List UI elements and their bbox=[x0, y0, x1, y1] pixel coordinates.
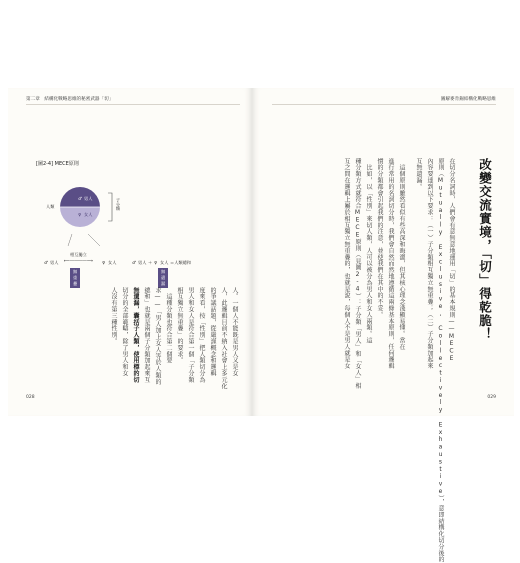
right-column-7: 慣的分類都會引起我們的注意，並使我們在其中的不妥。 bbox=[376, 158, 383, 318]
figure-label: [圖2-4] MECE原則 bbox=[36, 161, 79, 167]
eq-female-label: 女人 bbox=[160, 260, 169, 265]
left-column-6: 相互獨立無重疊」的要求。 bbox=[176, 287, 183, 364]
left-column-10: 無遺漏，囊括子人類，使用標的切 bbox=[132, 287, 139, 383]
right-header-rule bbox=[272, 104, 496, 105]
left-column-5: 男人和女人是符合第一個「子分類 bbox=[187, 287, 194, 383]
right-column-4: 互無遺漏。 bbox=[415, 158, 422, 190]
no-omission-badge: 無遺漏 bbox=[158, 268, 168, 288]
left-page-number: 028 bbox=[26, 395, 35, 400]
female-icon: ♀ bbox=[102, 260, 106, 265]
left-column-8: 求——「男人加上女人等於人類的 bbox=[154, 287, 161, 385]
eq-plus: ＋ bbox=[148, 260, 153, 265]
lower-person-icon: ♀ bbox=[78, 212, 82, 217]
left-column-12: 人沒有第三種性別。 bbox=[110, 287, 117, 345]
chapter-title: 改變交流實境，「切」得乾脆！ bbox=[477, 158, 493, 341]
right-column-8: 比如，以「性別」來切人類，人可以被分為男人和女人兩類。這 bbox=[365, 158, 372, 344]
circle-upper-label: 男人 bbox=[84, 196, 93, 201]
eq-female-icon: ♀ bbox=[154, 260, 158, 265]
left-column-9: 總和」也就是兩個子分類加起來互 bbox=[143, 287, 150, 383]
male-icon: ♂ bbox=[44, 260, 48, 265]
left-column-1: 人。一個人不能既是男人又是女 bbox=[231, 287, 238, 377]
concept-label: 人類 bbox=[46, 204, 55, 209]
left-column-3: 的爭議話題，從嚴謹概念和邏輯 bbox=[209, 287, 216, 377]
left-column-11: 切分的全部範疇，除了男人和女 bbox=[121, 287, 128, 377]
right-column-1: 在切分名詞時，人們會有意無意地運用「切」的基本規則——MECE bbox=[448, 158, 455, 363]
mutex-female-label: 女人 bbox=[108, 260, 117, 265]
left-column-4: 度來看，按「性別」把人類切分為 bbox=[198, 287, 205, 383]
human-circle bbox=[60, 187, 100, 227]
eq-male-label: 男人 bbox=[138, 260, 147, 265]
mutex-male-label: 男人 bbox=[50, 260, 59, 265]
mutex-arrow-icon: ⟵――――⟶ bbox=[64, 258, 93, 263]
right-page-number: 029 bbox=[487, 395, 496, 400]
left-page bbox=[8, 88, 252, 416]
eq-result-label: ＝人類總和 bbox=[170, 260, 191, 265]
circle-lower-label: 女人 bbox=[84, 212, 93, 217]
right-column-9: 種分類方式就符合MECE原則（見圖2-4）：子分類「男人」和「女人」相 bbox=[354, 158, 361, 389]
left-column-7: 這種分類也符合第二個要 bbox=[165, 287, 172, 364]
right-column-5: 這個原則雖然看似有些高深和晦澀，但其核心理念淺顯易懂。當在 bbox=[398, 158, 405, 350]
left-column-2: 人，此邏輯目前不納入社會上多元化 bbox=[220, 287, 227, 390]
subcategory-label: 子分類 bbox=[116, 198, 121, 211]
no-overlap-badge: 無重疊 bbox=[70, 268, 80, 288]
right-column-2: 原則（Mutually Exclusive, Collectively Exhaustive），意即結構化切分後的 bbox=[437, 158, 444, 563]
left-running-header: 第二章 結構化戰略思維的秘密武器「切」 bbox=[26, 97, 114, 102]
upper-person-icon: ♂ bbox=[78, 196, 82, 201]
right-page bbox=[252, 88, 514, 563]
mutual-exclusion-label: 相互獨立 bbox=[70, 252, 87, 257]
right-column-3: 內容要達到以下要求：（一）子分類相互獨立無重疊；（二）子分類加起來 bbox=[426, 158, 433, 370]
eq-male-icon: ♂ bbox=[132, 260, 136, 265]
right-column-10: 互之間在邏輯上屬於相互獨立無重疊的，也就是說，每個人不是男人就是女 bbox=[343, 158, 350, 370]
right-running-header: 圖解麥肯錫結構化戰略思維 bbox=[440, 97, 496, 102]
right-column-6: 進行常用的名詞切分時，我們會自然而然地遵循這兩條基本原則，任何邏輯 bbox=[387, 158, 394, 370]
